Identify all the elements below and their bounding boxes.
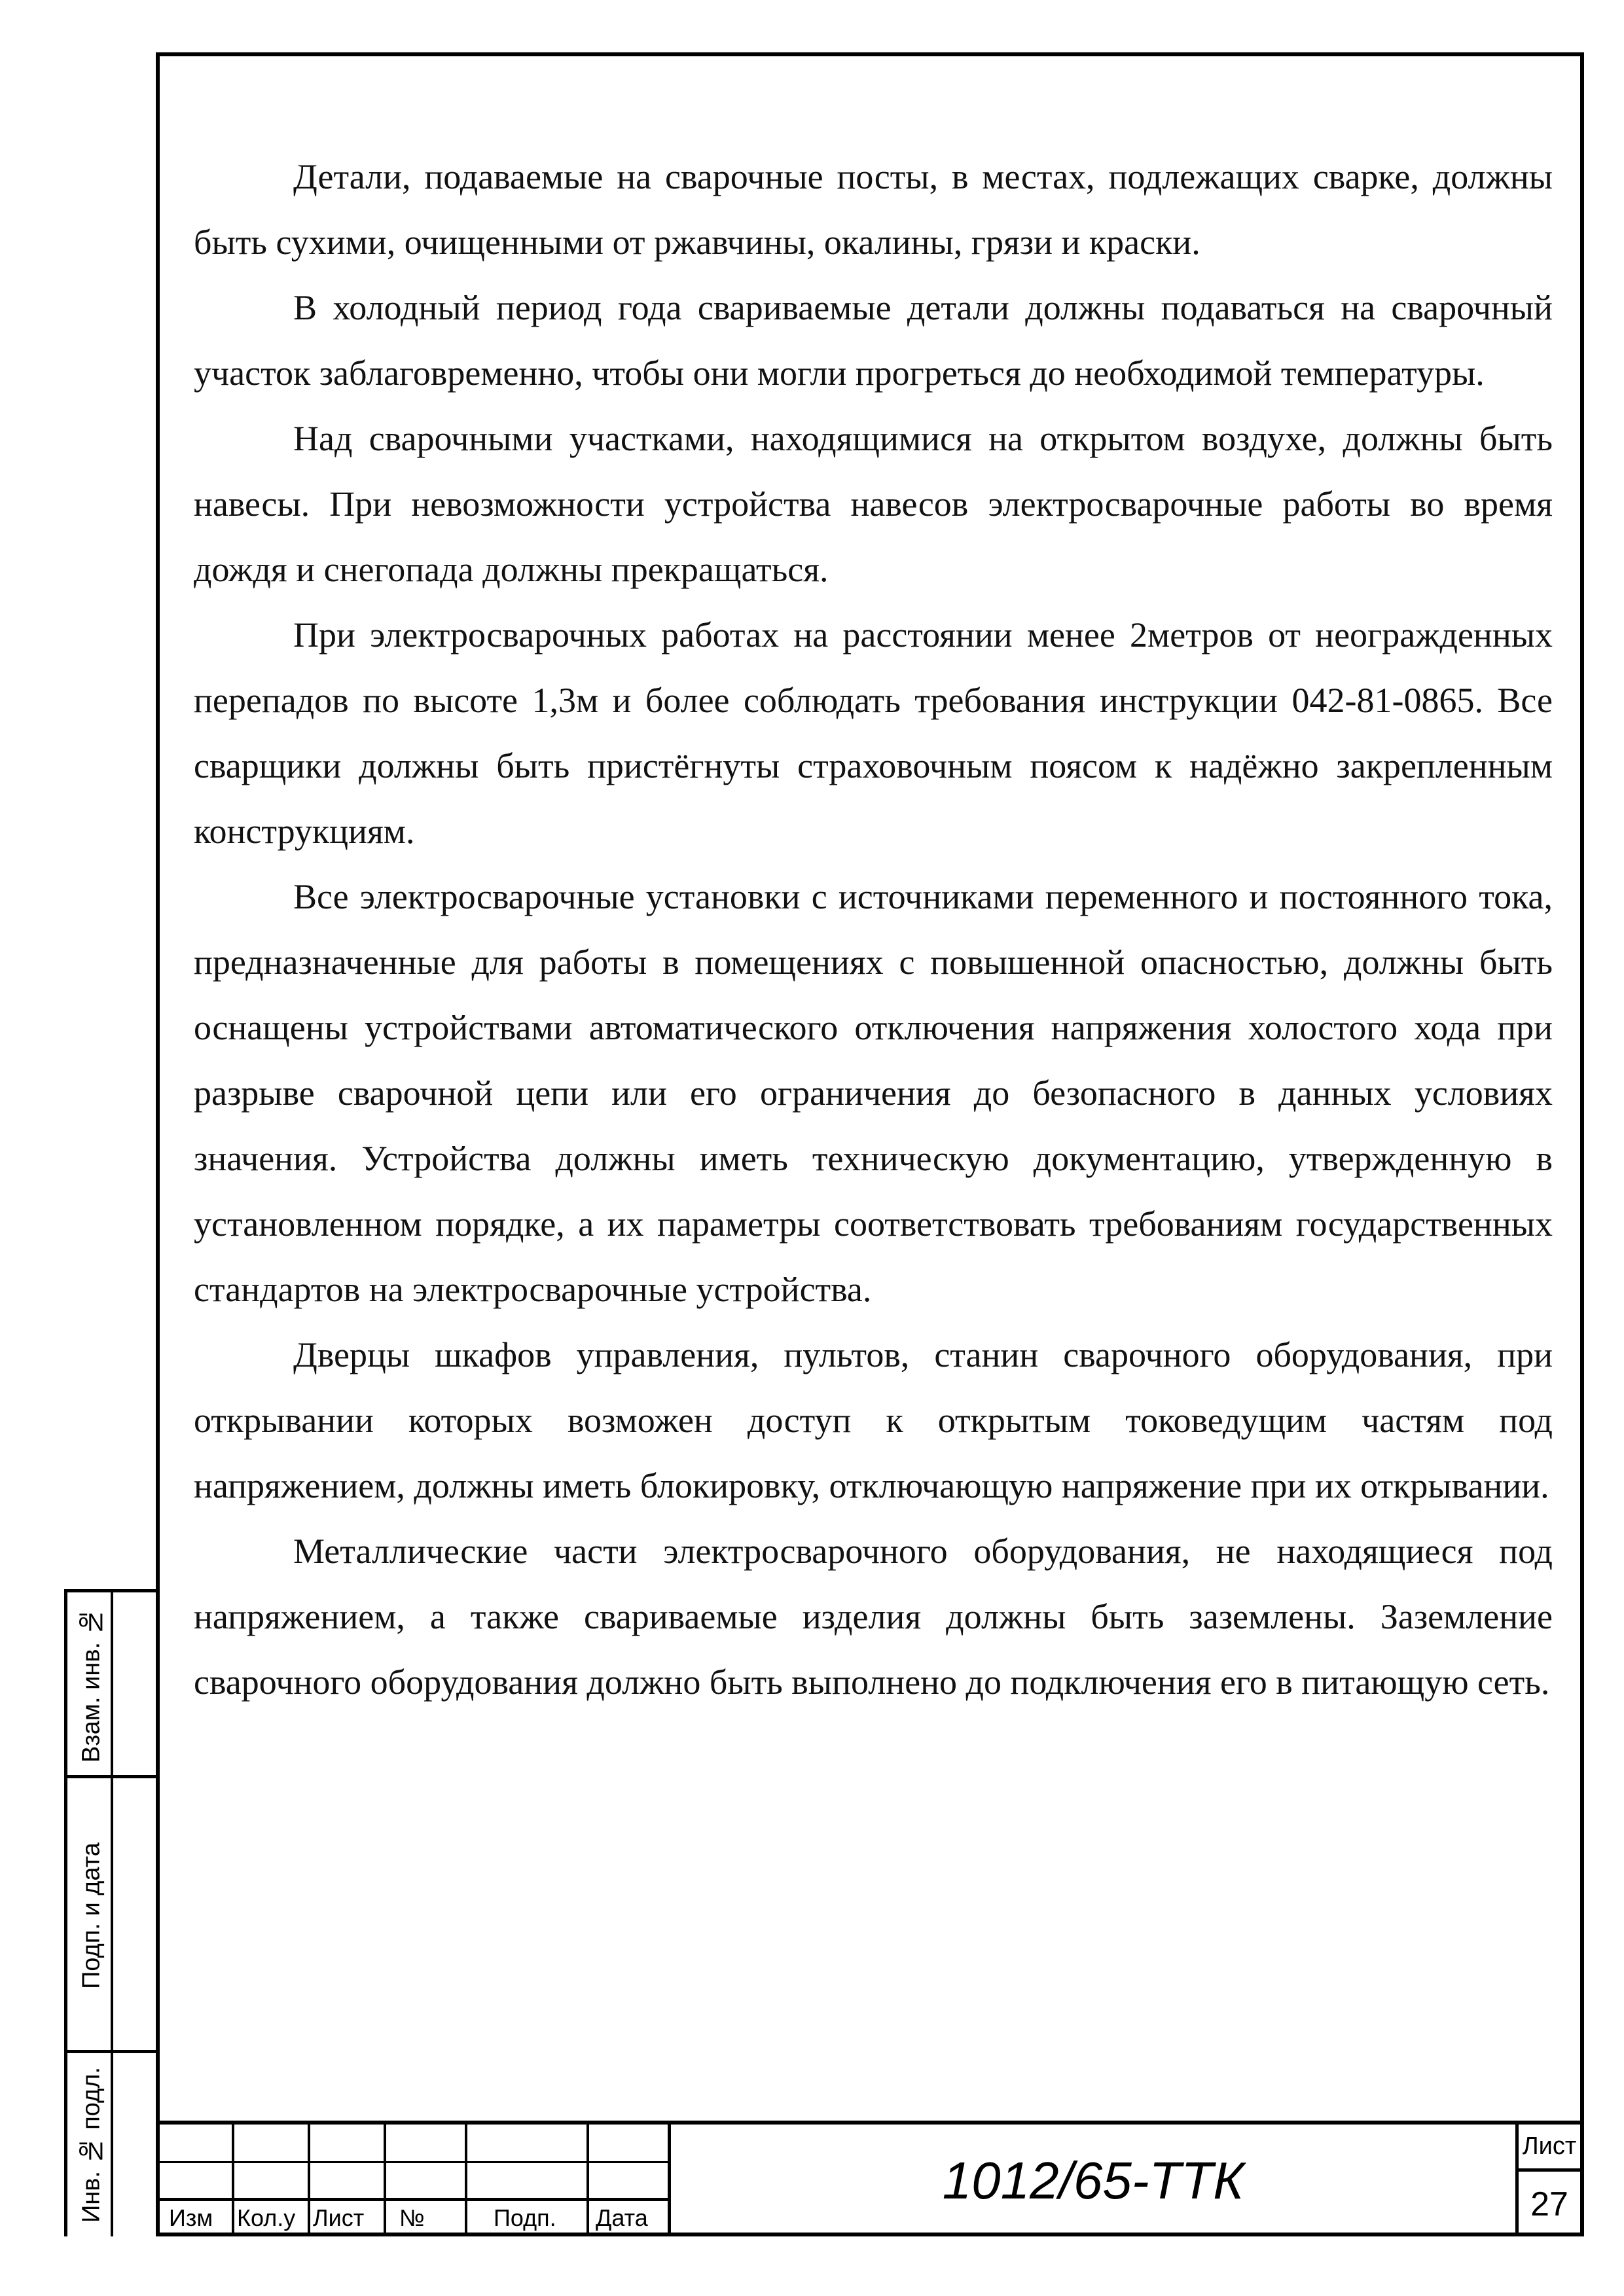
col-data: Дата: [596, 2204, 648, 2231]
paragraph-2: В холодный период года свариваемые детали должны подаваться на сварочный участок заблаговременно, чтобы они могли прогреться до необходимой температуры.: [194, 288, 1553, 393]
grid-line: [232, 2125, 234, 2236]
sheet-number: 27: [1530, 2185, 1568, 2223]
col-nomer: №: [399, 2204, 425, 2231]
side-stamp: [64, 1589, 156, 2236]
sheet-label: Лист: [1519, 2125, 1580, 2172]
paragraph-3: Над сварочными участками, находящимися на открытом воздухе, должны быть навесы. При невозможности устройства навесов электросварочные работы во время дождя и снегопада должны прекращаться.: [194, 419, 1553, 589]
grid-line: [384, 2125, 386, 2236]
paragraph-7: Металлические части электросварочного оборудования, не находящиеся под напряжением, а также свариваемые изделия должны быть заземлены. Заземление сварочного оборудования должно быть выполнено до подключения его в питающую сеть.: [194, 1532, 1553, 1702]
grid-line: [465, 2125, 467, 2236]
document-code: 1012/65-ТТК: [668, 2125, 1519, 2236]
grid-line: [156, 2198, 668, 2201]
paragraph-1: Детали, подаваемые на сварочные посты, в местах, подлежащих сварке, должны быть сухими, очищенными от ржавчины, окалины, грязи и краски.: [194, 157, 1553, 262]
grid-line: [308, 2125, 310, 2236]
col-list: Лист: [313, 2204, 365, 2231]
vzam-inv-label: Взам. инв. №: [77, 1607, 105, 1763]
grid-line: [586, 2125, 589, 2236]
col-kol-uch: Кол.у: [237, 2204, 296, 2231]
paragraph-5: Все электросварочные установки с источниками переменного и постоянного тока, предназначенные для работы в помещениях с повышенной опасностью, должны быть оснащены устройствами автоматического отключения напряжения холостого хода при разрыве сварочной цепи или его ограничения до безопасного в данных условиях значения. Устройства должны иметь техническую документацию, утвержденную в установленном порядке, а их параметры соответствовать требованиям государственных стандартов на электросварочные устройства.: [194, 877, 1553, 1309]
paragraph-6: Дверцы шкафов управления, пультов, станин сварочного оборудования, при открывании которых возможен доступ к открытым токоведущим частям под напряжением, должны иметь блокировку, отключающую напряжение при их открывании.: [194, 1335, 1553, 1505]
title-block: [156, 2121, 1584, 2236]
revision-grid: [156, 2125, 668, 2236]
col-podp: Подп.: [494, 2204, 556, 2231]
col-izm: Изм: [169, 2204, 213, 2231]
grid-line: [156, 2161, 668, 2163]
document-body: [194, 144, 1553, 1715]
paragraph-4: При электросварочных работах на расстоянии менее 2метров от неогражденных перепадов по высоте 1,3м и более соблюдать требования инструкции 042-81-0865. Все сварщики должны быть пристёгнуты страховочным поясом к надёжно закрепленным конструкциям.: [194, 615, 1553, 851]
inv-podl-label: Инв. № подл.: [77, 2067, 105, 2223]
podp-data-label: Подп. и дата: [77, 1842, 105, 1989]
